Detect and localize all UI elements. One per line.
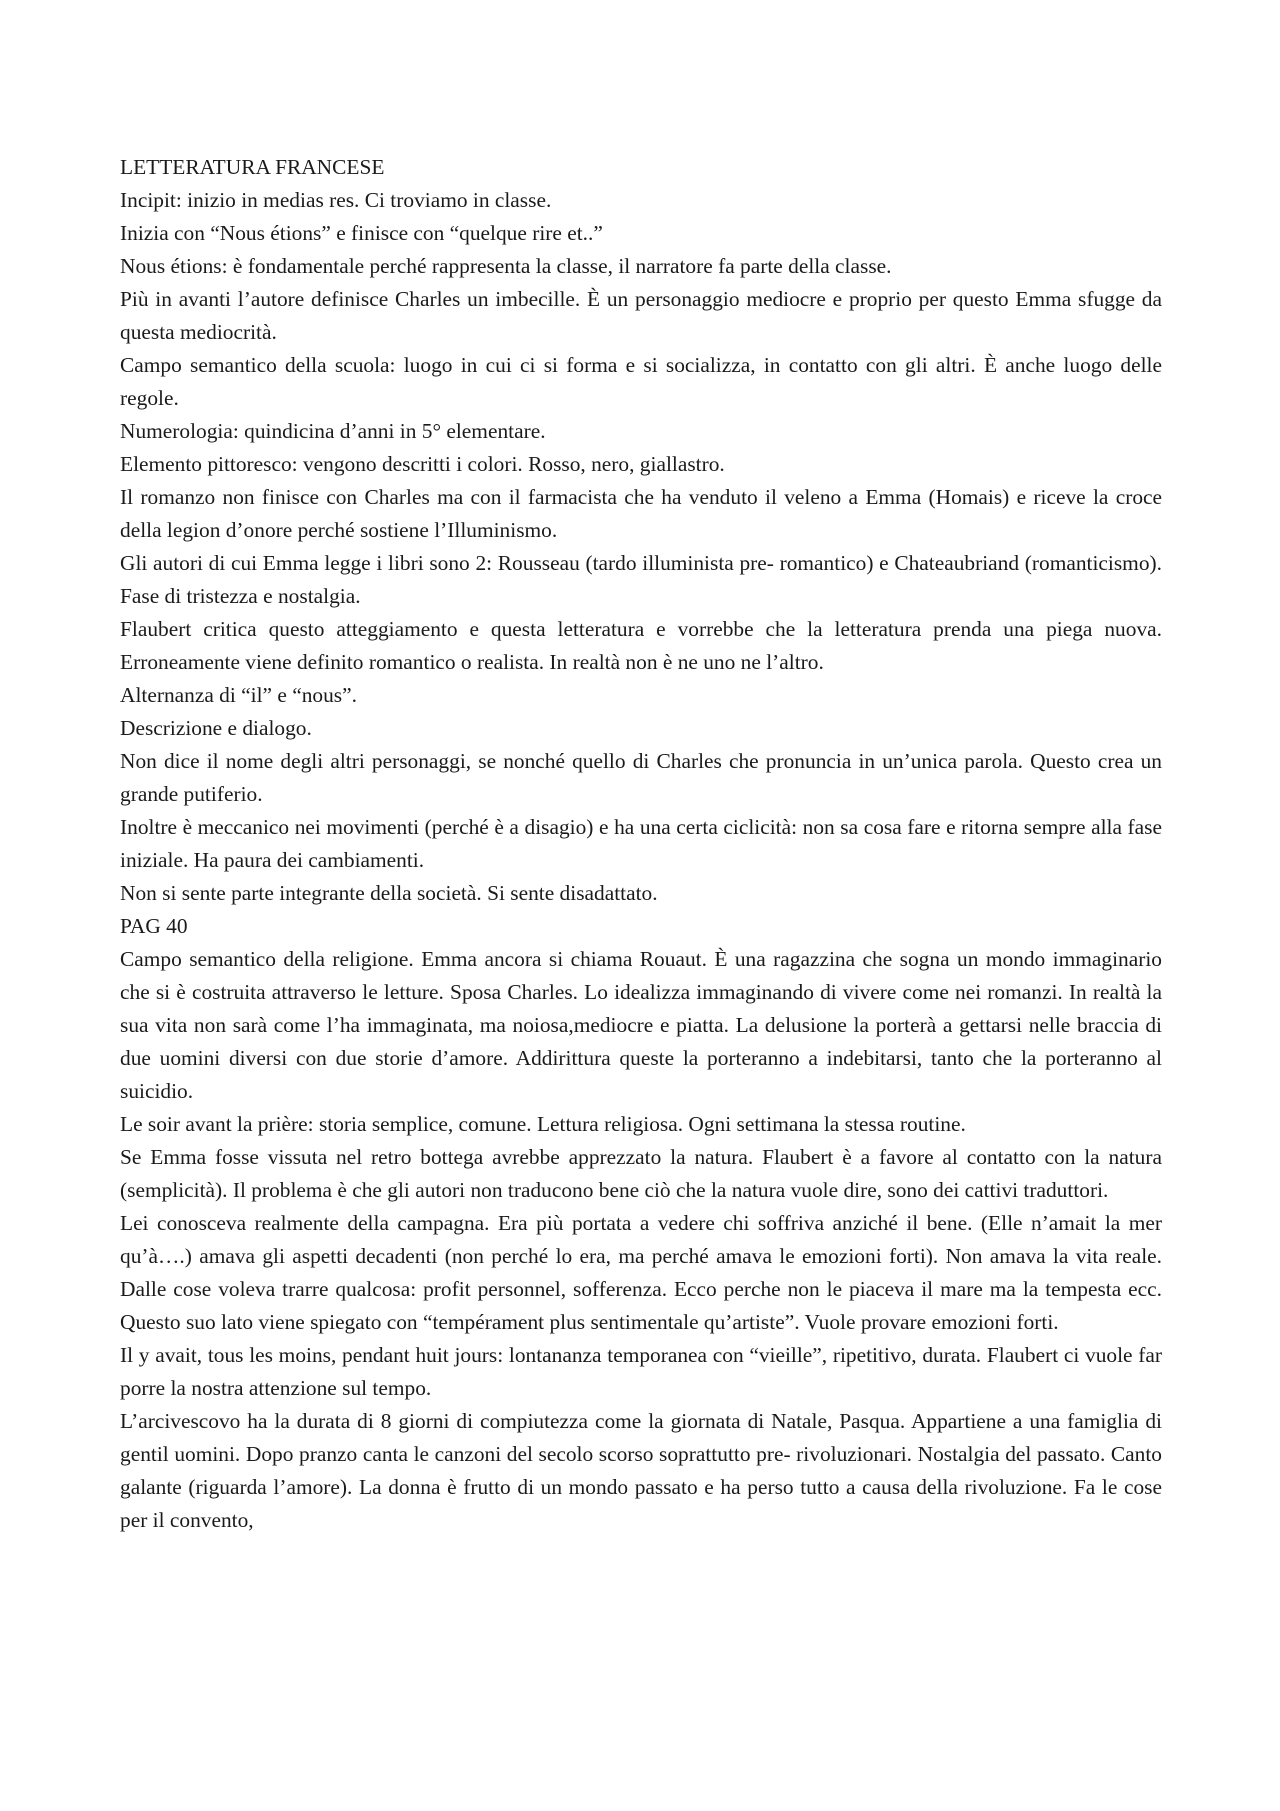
paragraph: Nous étions: è fondamentale perché rappresenta la classe, il narratore fa parte della classe. bbox=[120, 254, 892, 278]
paragraph: PAG 40 bbox=[120, 914, 188, 938]
paragraph: Numerologia: quindicina d’anni in 5° elementare. bbox=[120, 419, 546, 443]
document-page bbox=[120, 151, 1162, 1537]
paragraph: Campo semantico della scuola: luogo in cui ci si forma e si socializza, in contatto con gli altri. È anche luogo delle regole. bbox=[120, 353, 1162, 410]
paragraph: Elemento pittoresco: vengono descritti i colori. Rosso, nero, giallastro. bbox=[120, 452, 725, 476]
paragraph: Flaubert critica questo atteggiamento e questa letteratura e vorrebbe che la letteratura prenda una piega nuova. Erroneamente viene definito romantico o realista. In realtà non è ne uno ne l’altro. bbox=[120, 617, 1162, 674]
paragraph: Gli autori di cui Emma legge i libri sono 2: Rousseau (tardo illuminista pre- romantico) e Chateaubriand (romanticismo). Fase di tristezza e nostalgia. bbox=[120, 551, 1162, 608]
paragraph: Le soir avant la prière: storia semplice, comune. Lettura religiosa. Ogni settimana la stessa routine. bbox=[120, 1112, 966, 1136]
paragraph: Il romanzo non finisce con Charles ma con il farmacista che ha venduto il veleno a Emma (Homais) e riceve la croce della legion d’onore perché sostiene l’Illuminismo. bbox=[120, 485, 1162, 542]
paragraph: Più in avanti l’autore definisce Charles un imbecille. È un personaggio mediocre e proprio per questo Emma sfugge da questa mediocrità. bbox=[120, 287, 1162, 344]
paragraph: Non si sente parte integrante della società. Si sente disadattato. bbox=[120, 881, 658, 905]
paragraph: Incipit: inizio in medias res. Ci troviamo in classe. bbox=[120, 188, 552, 212]
paragraph: Non dice il nome degli altri personaggi, se nonché quello di Charles che pronuncia in un’unica parola. Questo crea un grande putiferio. bbox=[120, 749, 1162, 806]
paragraph: Inoltre è meccanico nei movimenti (perché è a disagio) e ha una certa ciclicità: non sa cosa fare e ritorna sempre alla fase iniziale. Ha paura dei cambiamenti. bbox=[120, 815, 1162, 872]
paragraph: Lei conosceva realmente della campagna. Era più portata a vedere chi soffriva anziché il bene. (Elle n’amait la mer qu’à….) amava gli aspetti decadenti (non perché lo era, ma perché amava le emozioni forti). Non amava la vita reale. Dalle cose voleva trarre qualcosa: profit personnel, sofferenza. Ecco perche non le piaceva il mare ma la tempesta ecc. Questo suo lato viene spiegato con “tempérament plus sentimentale qu’artiste”. Vuole provare emozioni forti. bbox=[120, 1211, 1162, 1334]
document-title: LETTERATURA FRANCESE bbox=[120, 155, 385, 179]
document-body bbox=[120, 184, 1162, 1537]
paragraph: Alternanza di “il” e “nous”. bbox=[120, 683, 357, 707]
paragraph: L’arcivescovo ha la durata di 8 giorni di compiutezza come la giornata di Natale, Pasqua. Appartiene a una famiglia di gentil uomini. Dopo pranzo canta le canzoni del secolo scorso soprattutto pre- rivoluzionari. Nostalgia del passato. Canto galante (riguarda l’amore). La donna è frutto di un mondo passato e ha perso tutto a causa della rivoluzione. Fa le cose per il convento, bbox=[120, 1409, 1162, 1532]
paragraph: Il y avait, tous les moins, pendant huit jours: lontananza temporanea con “vieille”, ripetitivo, durata. Flaubert ci vuole far porre la nostra attenzione sul tempo. bbox=[120, 1343, 1162, 1400]
paragraph: Se Emma fosse vissuta nel retro bottega avrebbe apprezzato la natura. Flaubert è a favore al contatto con la natura (semplicità). Il problema è che gli autori non traducono bene ciò che la natura vuole dire, sono dei cattivi traduttori. bbox=[120, 1145, 1162, 1202]
paragraph: Descrizione e dialogo. bbox=[120, 716, 312, 740]
paragraph: Campo semantico della religione. Emma ancora si chiama Rouaut. È una ragazzina che sogna un mondo immaginario che si è costruita attraverso le letture. Sposa Charles. Lo idealizza immaginando di vivere come nei romanzi. In realtà la sua vita non sarà come l’ha immaginata, ma noiosa,mediocre e piatta. La delusione la porterà a gettarsi nelle braccia di due uomini diversi con due storie d’amore. Addirittura queste la porteranno a indebitarsi, tanto che la porteranno al suicidio. bbox=[120, 947, 1162, 1103]
paragraph: Inizia con “Nous étions” e finisce con “quelque rire et..” bbox=[120, 221, 603, 245]
